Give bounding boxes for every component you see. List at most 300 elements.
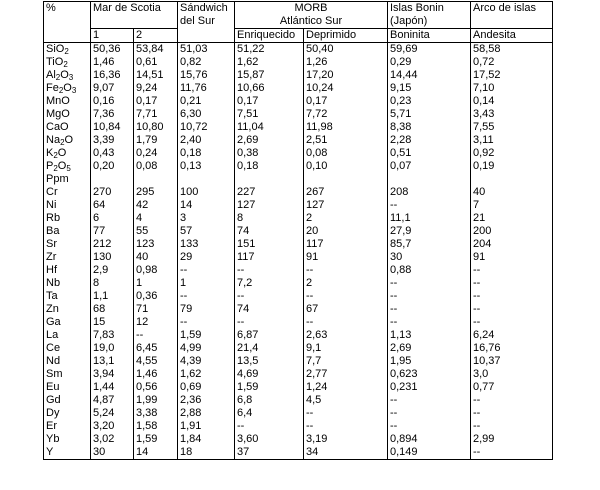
element-symbol: Ga xyxy=(46,316,61,328)
value-cell: 127 xyxy=(304,199,388,212)
element-symbol: Ppm xyxy=(46,173,69,185)
element-symbol: La xyxy=(46,329,59,341)
value-cell: 7,55 xyxy=(471,121,553,134)
value-cell: 5,24 xyxy=(91,407,134,420)
element-subscript-2: 3 xyxy=(68,73,74,82)
value-cell: 0,18 xyxy=(178,147,235,160)
value-cell: 100 xyxy=(178,186,235,199)
table-row xyxy=(44,56,553,69)
table-row xyxy=(44,69,553,82)
value-cell: -- xyxy=(178,316,235,329)
value-cell: 0,07 xyxy=(388,160,471,173)
value-cell: 1,99 xyxy=(134,394,178,407)
value-cell: 3,02 xyxy=(91,433,134,446)
value-cell: 2,77 xyxy=(304,368,388,381)
element-label xyxy=(44,368,91,381)
value-cell: 1,84 xyxy=(178,433,235,446)
value-cell: 1,1 xyxy=(91,290,134,303)
value-cell: 0,14 xyxy=(471,95,553,108)
value-cell: -- xyxy=(304,264,388,277)
value-cell: 123 xyxy=(134,238,178,251)
table-row xyxy=(44,394,553,407)
table-row xyxy=(44,95,553,108)
element-label xyxy=(44,186,91,199)
element-label xyxy=(44,394,91,407)
value-cell: 3,0 xyxy=(471,368,553,381)
value-cell: 0,17 xyxy=(304,95,388,108)
element-label xyxy=(44,225,91,238)
value-cell: 9,1 xyxy=(304,342,388,355)
value-cell: 11,76 xyxy=(178,82,235,95)
value-cell: 2,69 xyxy=(388,342,471,355)
subheader-blank xyxy=(44,29,91,43)
value-cell: 3,39 xyxy=(91,134,134,147)
subheader-boninite: Boninita xyxy=(388,29,471,43)
value-cell: 0,36 xyxy=(134,290,178,303)
table-row xyxy=(44,238,553,251)
table-row xyxy=(44,108,553,121)
value-cell: 6,45 xyxy=(134,342,178,355)
value-cell xyxy=(134,173,178,186)
value-cell: 2,51 xyxy=(304,134,388,147)
element-symbol: Ba xyxy=(46,225,60,237)
value-cell: 3 xyxy=(178,212,235,225)
value-cell: 1 xyxy=(134,277,178,290)
value-cell: 0,51 xyxy=(388,147,471,160)
table-row xyxy=(44,303,553,316)
value-cell: -- xyxy=(471,394,553,407)
value-cell: 10,24 xyxy=(304,82,388,95)
value-cell: 71 xyxy=(134,303,178,316)
table-row xyxy=(44,329,553,342)
value-cell: 1,91 xyxy=(178,420,235,433)
value-cell: 53,84 xyxy=(134,43,178,57)
element-subscript: 2 xyxy=(60,138,65,147)
value-cell: 0,149 xyxy=(388,446,471,460)
value-cell: 21 xyxy=(471,212,553,225)
value-cell: -- xyxy=(388,407,471,420)
value-cell: 267 xyxy=(304,186,388,199)
table-row xyxy=(44,199,553,212)
element-symbol: Ce xyxy=(46,342,61,354)
element-label xyxy=(44,134,91,147)
value-cell: 1,13 xyxy=(388,329,471,342)
value-cell: -- xyxy=(471,303,553,316)
value-cell xyxy=(91,173,134,186)
element-label xyxy=(44,173,91,186)
value-cell: -- xyxy=(235,264,304,277)
element-symbol: Fe xyxy=(46,82,59,94)
value-cell: 0,18 xyxy=(235,160,304,173)
header-bonin-islands xyxy=(388,2,471,29)
value-cell: 50,36 xyxy=(91,43,134,57)
value-cell: 51,03 xyxy=(178,43,235,57)
table-row xyxy=(44,160,553,173)
value-cell: 0,23 xyxy=(388,95,471,108)
value-cell: 4,99 xyxy=(178,342,235,355)
value-cell: 11,98 xyxy=(304,121,388,134)
value-cell: -- xyxy=(304,420,388,433)
element-symbol: Rb xyxy=(46,212,61,224)
element-symbol-2: O xyxy=(64,134,74,146)
value-cell: 0,82 xyxy=(178,56,235,69)
value-cell: 0,61 xyxy=(134,56,178,69)
value-cell: 151 xyxy=(235,238,304,251)
element-symbol: SiO xyxy=(46,43,65,55)
value-cell: -- xyxy=(178,290,235,303)
value-cell: 0,24 xyxy=(134,147,178,160)
value-cell: 133 xyxy=(178,238,235,251)
subheader-andesite: Andesita xyxy=(471,29,553,43)
value-cell: 204 xyxy=(471,238,553,251)
element-label xyxy=(44,355,91,368)
value-cell: 13,5 xyxy=(235,355,304,368)
header-row-main xyxy=(44,2,553,29)
value-cell: 8,38 xyxy=(388,121,471,134)
value-cell: 30 xyxy=(91,446,134,460)
value-cell: 0,38 xyxy=(235,147,304,160)
value-cell: 0,19 xyxy=(471,160,553,173)
value-cell: 0,20 xyxy=(91,160,134,173)
element-symbol-2: O xyxy=(57,160,67,172)
value-cell: -- xyxy=(471,316,553,329)
element-subscript-2: 3 xyxy=(71,86,77,95)
element-label xyxy=(44,342,91,355)
value-cell: 17,52 xyxy=(471,69,553,82)
value-cell: 91 xyxy=(471,251,553,264)
value-cell: 16,76 xyxy=(471,342,553,355)
value-cell: 117 xyxy=(235,251,304,264)
value-cell: -- xyxy=(471,420,553,433)
value-cell: -- xyxy=(388,420,471,433)
element-symbol: Al xyxy=(46,69,56,81)
value-cell: 29 xyxy=(178,251,235,264)
value-cell: 6,24 xyxy=(471,329,553,342)
value-cell: 2,9 xyxy=(91,264,134,277)
value-cell xyxy=(304,173,388,186)
table-row xyxy=(44,277,553,290)
value-cell: 1,62 xyxy=(235,56,304,69)
element-subscript-2: 5 xyxy=(66,164,71,173)
value-cell: 0,17 xyxy=(134,95,178,108)
value-cell: 2,36 xyxy=(178,394,235,407)
value-cell: 295 xyxy=(134,186,178,199)
value-cell: -- xyxy=(134,329,178,342)
header-morb-line1: MORB xyxy=(294,2,328,14)
value-cell: 4,87 xyxy=(91,394,134,407)
element-subscript: 2 xyxy=(53,164,58,173)
value-cell: 0,16 xyxy=(91,95,134,108)
element-label xyxy=(44,212,91,225)
value-cell: 0,92 xyxy=(471,147,553,160)
value-cell: 2 xyxy=(304,212,388,225)
element-subscript: 2 xyxy=(55,73,61,82)
header-south-sandwich-line1: Sándwich xyxy=(180,2,228,14)
subheader-sandwich-blank xyxy=(178,29,235,43)
value-cell: 14,44 xyxy=(388,69,471,82)
element-label xyxy=(44,82,91,95)
element-subscript: 2 xyxy=(64,47,69,56)
value-cell: 79 xyxy=(178,303,235,316)
value-cell: 0,88 xyxy=(388,264,471,277)
table-row xyxy=(44,446,553,460)
value-cell: 0,13 xyxy=(178,160,235,173)
value-cell: 0,17 xyxy=(235,95,304,108)
value-cell: 42 xyxy=(134,199,178,212)
element-symbol: Yb xyxy=(46,433,60,445)
value-cell: 34 xyxy=(304,446,388,460)
value-cell: 11,04 xyxy=(235,121,304,134)
geochemistry-table xyxy=(43,1,553,460)
element-label xyxy=(44,433,91,446)
value-cell: 74 xyxy=(235,225,304,238)
element-symbol: Zn xyxy=(46,303,59,315)
value-cell: 2,40 xyxy=(178,134,235,147)
element-label xyxy=(44,420,91,433)
value-cell: 4 xyxy=(134,212,178,225)
element-symbol: Sm xyxy=(46,368,63,380)
value-cell: 7,2 xyxy=(235,277,304,290)
value-cell: -- xyxy=(178,264,235,277)
value-cell: 7,72 xyxy=(304,108,388,121)
value-cell: -- xyxy=(471,264,553,277)
value-cell: 74 xyxy=(235,303,304,316)
value-cell: 40 xyxy=(134,251,178,264)
element-symbol: CaO xyxy=(46,121,69,133)
value-cell: 3,43 xyxy=(471,108,553,121)
table-row xyxy=(44,134,553,147)
element-label xyxy=(44,329,91,342)
element-label xyxy=(44,160,91,173)
header-scotia-sea: Mar de Scotia xyxy=(91,2,178,29)
value-cell xyxy=(388,173,471,186)
element-symbol: Nb xyxy=(46,277,61,289)
element-symbol: Gd xyxy=(46,394,61,406)
element-symbol: Eu xyxy=(46,381,60,393)
table-row xyxy=(44,342,553,355)
value-cell: 0,08 xyxy=(134,160,178,173)
value-cell: 200 xyxy=(471,225,553,238)
value-cell: 0,56 xyxy=(134,381,178,394)
value-cell: -- xyxy=(471,277,553,290)
value-cell: 4,55 xyxy=(134,355,178,368)
value-cell: 3,60 xyxy=(235,433,304,446)
value-cell: 270 xyxy=(91,186,134,199)
value-cell: 7,36 xyxy=(91,108,134,121)
header-morb-line2: Atlántico Sur xyxy=(279,15,343,27)
value-cell: 4,5 xyxy=(304,394,388,407)
value-cell: 1,24 xyxy=(304,381,388,394)
value-cell: 10,72 xyxy=(178,121,235,134)
table-row xyxy=(44,173,553,186)
value-cell: 2,88 xyxy=(178,407,235,420)
table-row xyxy=(44,368,553,381)
value-cell: 7,83 xyxy=(91,329,134,342)
table-row xyxy=(44,147,553,160)
value-cell: -- xyxy=(388,199,471,212)
element-label xyxy=(44,238,91,251)
element-label xyxy=(44,108,91,121)
value-cell: -- xyxy=(388,316,471,329)
value-cell: 77 xyxy=(91,225,134,238)
value-cell: 18 xyxy=(178,446,235,460)
header-bonin-line1: Islas Bonin xyxy=(390,2,444,14)
table-row xyxy=(44,186,553,199)
value-cell: 130 xyxy=(91,251,134,264)
value-cell: 1,79 xyxy=(134,134,178,147)
value-cell: 1,59 xyxy=(235,381,304,394)
value-cell: -- xyxy=(304,290,388,303)
value-cell: 0,43 xyxy=(91,147,134,160)
element-subscript: 2 xyxy=(63,60,68,69)
element-label xyxy=(44,264,91,277)
subheader-scotia-2: 2 xyxy=(134,29,178,43)
value-cell: 0,894 xyxy=(388,433,471,446)
value-cell: 6,30 xyxy=(178,108,235,121)
value-cell: 2,69 xyxy=(235,134,304,147)
value-cell: 3,11 xyxy=(471,134,553,147)
header-south-sandwich xyxy=(178,2,235,29)
value-cell: -- xyxy=(235,290,304,303)
value-cell: 3,20 xyxy=(91,420,134,433)
element-label xyxy=(44,316,91,329)
element-symbol: Ta xyxy=(46,290,58,302)
element-label xyxy=(44,95,91,108)
value-cell: 59,69 xyxy=(388,43,471,57)
element-label xyxy=(44,121,91,134)
value-cell: 68 xyxy=(91,303,134,316)
table-row xyxy=(44,82,553,95)
value-cell: 0,69 xyxy=(178,381,235,394)
value-cell: 9,24 xyxy=(134,82,178,95)
value-cell: 7 xyxy=(471,199,553,212)
value-cell: 16,36 xyxy=(91,69,134,82)
value-cell: -- xyxy=(304,316,388,329)
element-symbol-2: O xyxy=(63,82,72,94)
value-cell: -- xyxy=(388,290,471,303)
value-cell: 40 xyxy=(471,186,553,199)
header-south-sandwich-line2: del Sur xyxy=(180,15,215,27)
subheader-scotia-1: 1 xyxy=(91,29,134,43)
value-cell: 0,10 xyxy=(304,160,388,173)
element-symbol: MgO xyxy=(46,108,70,120)
value-cell: 212 xyxy=(91,238,134,251)
value-cell: 0,98 xyxy=(134,264,178,277)
table-body xyxy=(44,43,553,460)
element-subscript: 2 xyxy=(53,151,58,160)
header-percent: % xyxy=(44,2,91,29)
value-cell: 58,58 xyxy=(471,43,553,57)
value-cell: 7,51 xyxy=(235,108,304,121)
element-symbol: Y xyxy=(46,446,54,458)
element-symbol: Dy xyxy=(46,407,60,419)
value-cell: 0,08 xyxy=(304,147,388,160)
value-cell: 1,44 xyxy=(91,381,134,394)
header-bonin-line2: (Japón) xyxy=(390,15,428,27)
element-label xyxy=(44,381,91,394)
value-cell: 2,99 xyxy=(471,433,553,446)
value-cell: -- xyxy=(388,277,471,290)
value-cell: 2,63 xyxy=(304,329,388,342)
value-cell: 91 xyxy=(304,251,388,264)
header-island-arc: Arco de islas xyxy=(471,2,553,29)
value-cell: 7,10 xyxy=(471,82,553,95)
table-row xyxy=(44,355,553,368)
value-cell: 15 xyxy=(91,316,134,329)
value-cell: 3,19 xyxy=(304,433,388,446)
value-cell: 13,1 xyxy=(91,355,134,368)
element-symbol: Er xyxy=(46,420,57,432)
element-symbol: Cr xyxy=(46,186,58,198)
value-cell: -- xyxy=(388,394,471,407)
value-cell: 9,07 xyxy=(91,82,134,95)
value-cell xyxy=(471,173,553,186)
element-label xyxy=(44,277,91,290)
value-cell: 0,77 xyxy=(471,381,553,394)
value-cell: 227 xyxy=(235,186,304,199)
value-cell: 2,28 xyxy=(388,134,471,147)
value-cell: 10,37 xyxy=(471,355,553,368)
table-row xyxy=(44,407,553,420)
value-cell: 14 xyxy=(178,199,235,212)
value-cell: 1,95 xyxy=(388,355,471,368)
table-row xyxy=(44,290,553,303)
value-cell: 15,87 xyxy=(235,69,304,82)
header-row-sub xyxy=(44,29,553,43)
value-cell: -- xyxy=(471,407,553,420)
element-symbol: MnO xyxy=(46,95,70,107)
value-cell xyxy=(235,173,304,186)
value-cell: 17,20 xyxy=(304,69,388,82)
value-cell: 1,59 xyxy=(134,433,178,446)
value-cell: 5,71 xyxy=(388,108,471,121)
value-cell: 85,7 xyxy=(388,238,471,251)
element-label xyxy=(44,446,91,460)
value-cell: 6 xyxy=(91,212,134,225)
element-symbol: P xyxy=(46,160,54,172)
value-cell: 208 xyxy=(388,186,471,199)
value-cell: 30 xyxy=(388,251,471,264)
value-cell: 4,69 xyxy=(235,368,304,381)
value-cell: 1,62 xyxy=(178,368,235,381)
element-symbol-2: O xyxy=(60,69,69,81)
value-cell: -- xyxy=(471,290,553,303)
value-cell: 7,71 xyxy=(134,108,178,121)
element-label xyxy=(44,199,91,212)
value-cell: 21,4 xyxy=(235,342,304,355)
value-cell: 15,76 xyxy=(178,69,235,82)
value-cell: 7,7 xyxy=(304,355,388,368)
value-cell: -- xyxy=(304,407,388,420)
value-cell: 37 xyxy=(235,446,304,460)
element-symbol: Na xyxy=(46,134,61,146)
element-label xyxy=(44,407,91,420)
value-cell: 6,4 xyxy=(235,407,304,420)
value-cell: 1,46 xyxy=(134,368,178,381)
value-cell: 10,84 xyxy=(91,121,134,134)
element-subscript: 2 xyxy=(58,86,64,95)
value-cell: 57 xyxy=(178,225,235,238)
table-row xyxy=(44,212,553,225)
table-row xyxy=(44,225,553,238)
value-cell: 0,231 xyxy=(388,381,471,394)
value-cell: 10,80 xyxy=(134,121,178,134)
value-cell: 50,40 xyxy=(304,43,388,57)
subheader-enriched: Enriquecido xyxy=(235,29,304,43)
value-cell: -- xyxy=(471,446,553,460)
element-symbol: Ni xyxy=(46,199,57,211)
value-cell: 3,94 xyxy=(91,368,134,381)
